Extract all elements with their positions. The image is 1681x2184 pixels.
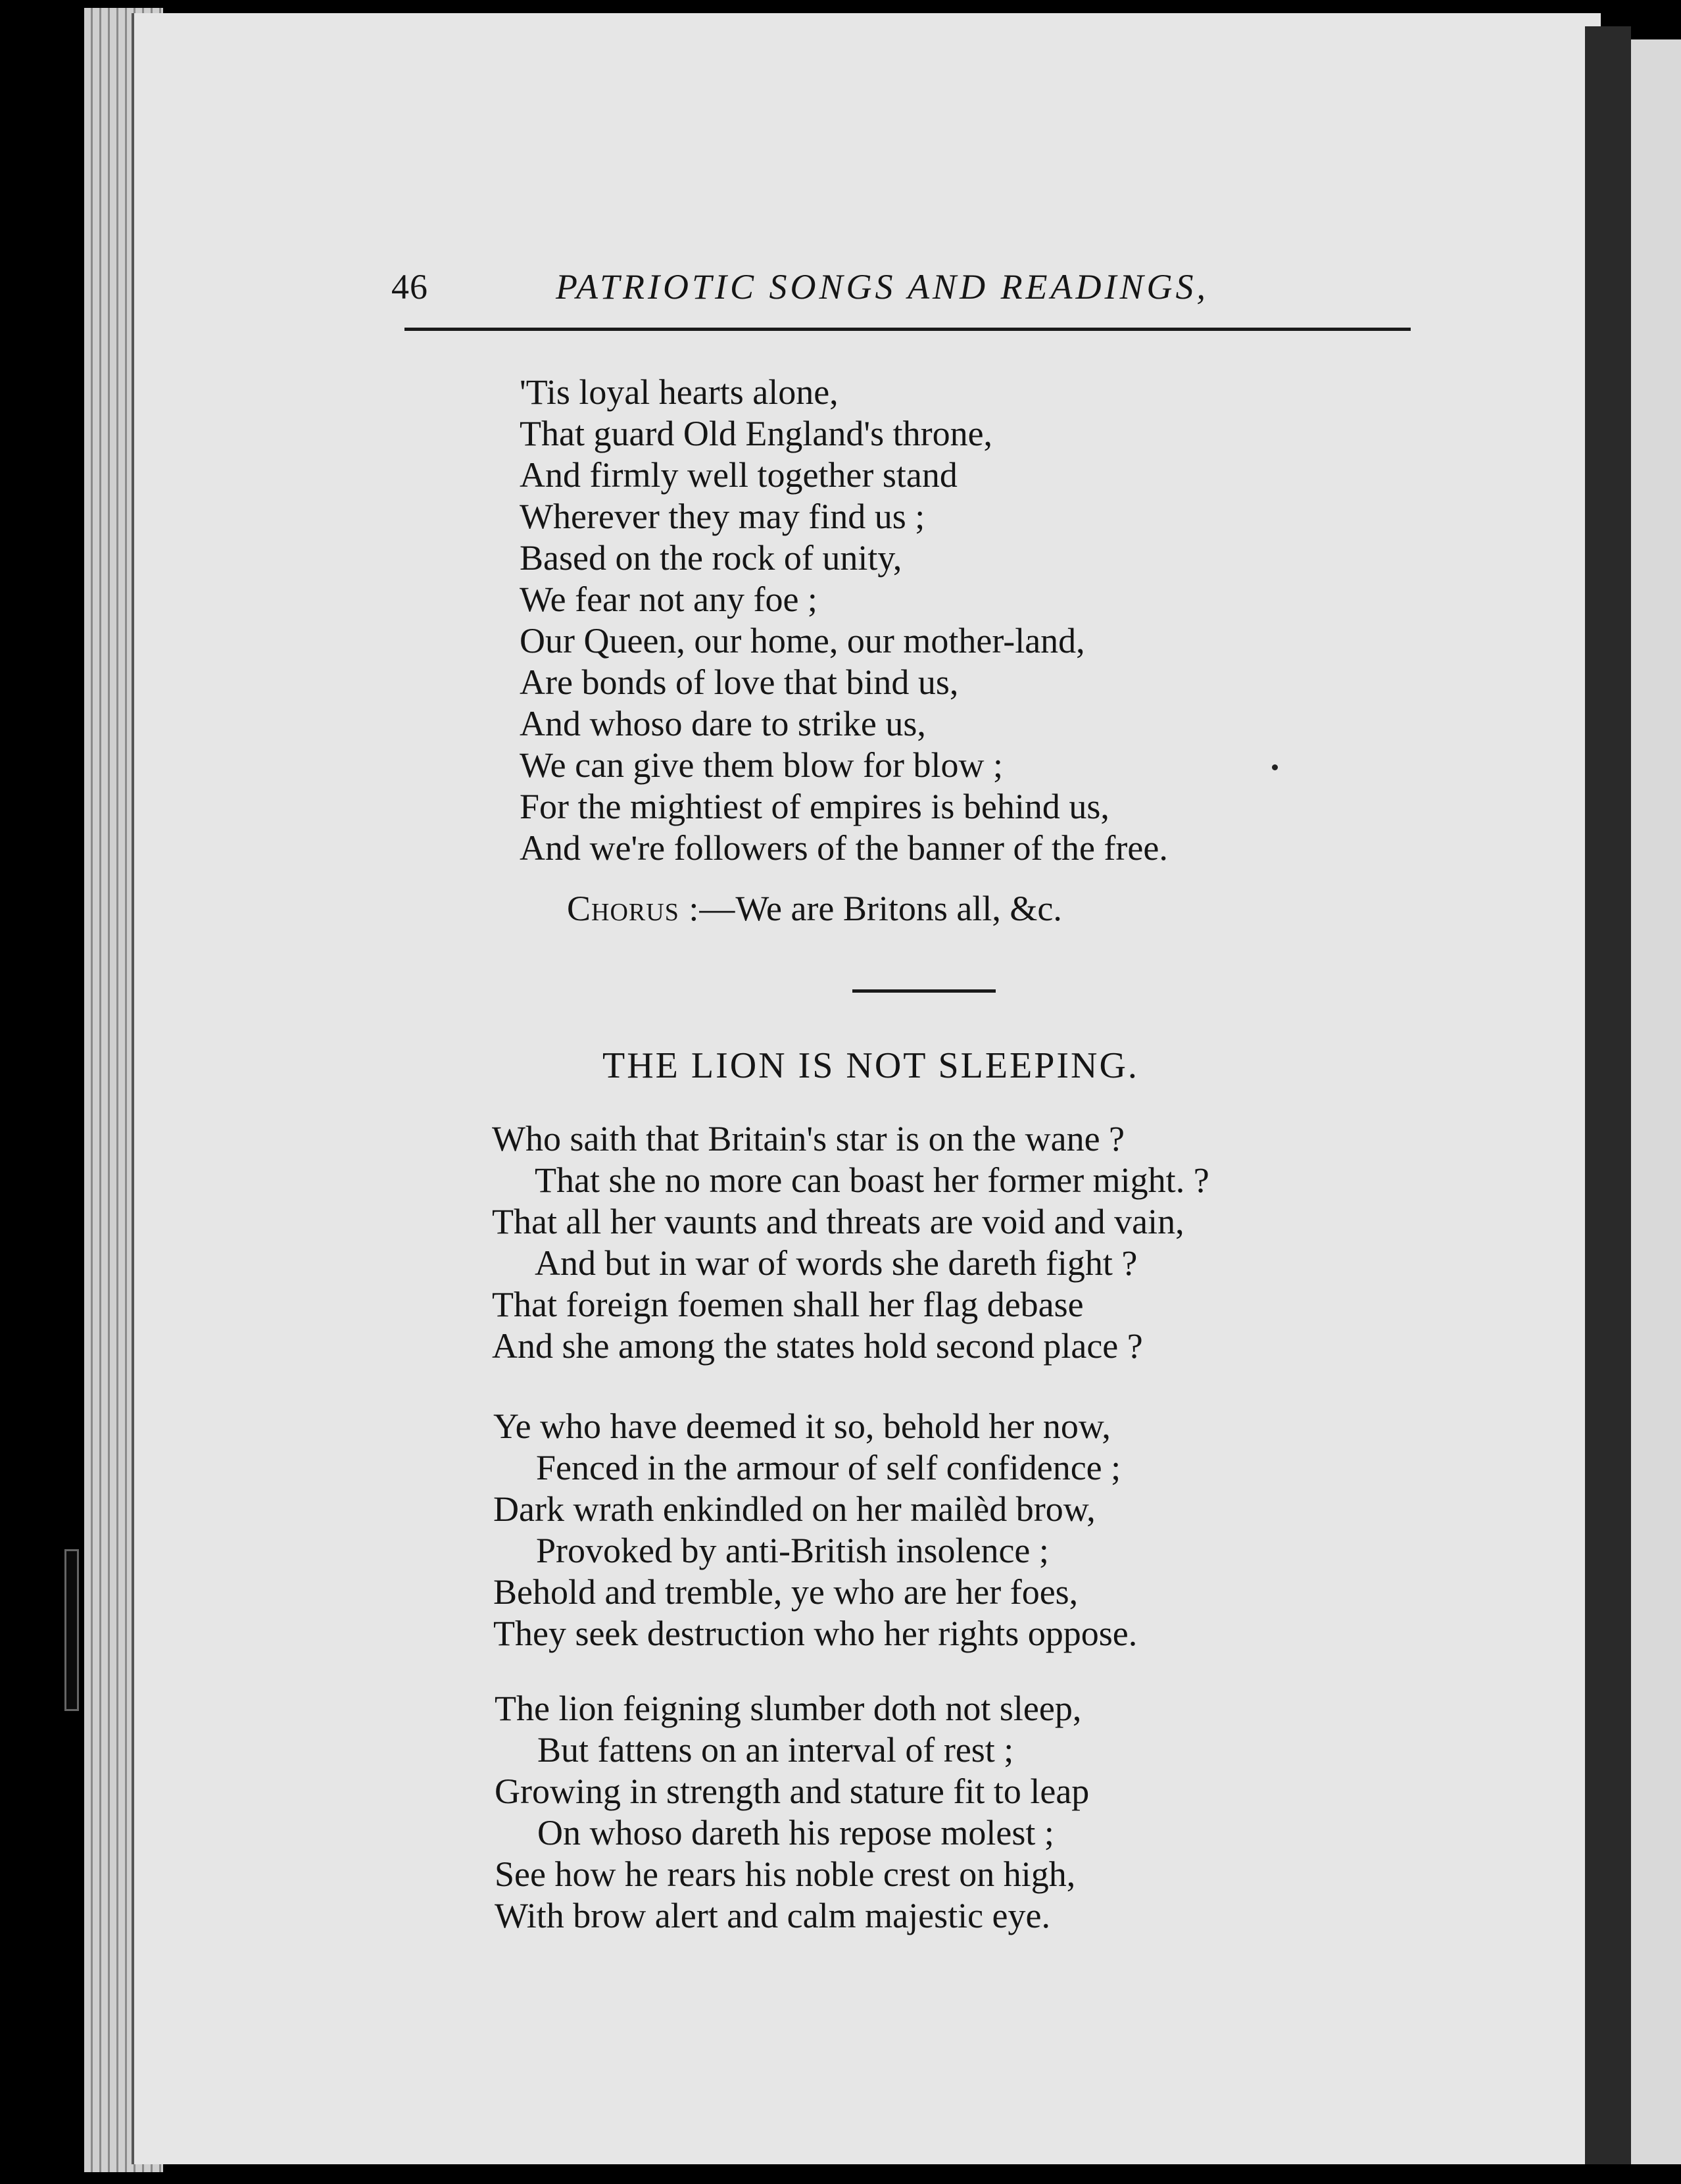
header-rule [404,328,1411,331]
stanza-2 [492,1118,1209,1367]
verse-line: Our Queen, our home, our mother-land, [520,621,1085,660]
verse-line: For the mightiest of empires is behind us, [520,787,1109,826]
verse-line: They seek destruction who her rights oppose. [493,1614,1138,1653]
verse-line: And firmly well together stand [520,455,958,495]
chorus-label: Chorus :— [567,889,736,928]
book-gutter [1585,26,1631,2164]
verse-line: We fear not any foe ; [520,580,817,619]
verse-line: 'Tis loyal hearts alone, [520,372,839,412]
verse-line: That she no more can boast her former might. ? [535,1160,1209,1200]
ink-speck [1272,764,1278,770]
verse-line: That foreign foemen shall her flag debase [492,1285,1084,1324]
section-divider [852,989,996,993]
stanza-1 [520,372,1168,869]
chorus [567,888,1062,930]
verse-line: Behold and tremble, ye who are her foes, [493,1572,1079,1612]
verse-line: Are bonds of love that bind us, [520,662,959,702]
verse-line: Who saith that Britain's star is on the wane ? [492,1119,1125,1158]
verse-line: And but in war of words she dareth fight ? [535,1243,1138,1283]
verse-line: Based on the rock of unity, [520,538,902,578]
verse-line: With brow alert and calm majestic eye. [495,1896,1050,1935]
verse-line: The lion feigning slumber doth not sleep, [495,1689,1082,1728]
verse-line: Fenced in the armour of self confidence ; [536,1448,1121,1487]
page-number: 46 [391,267,428,307]
binding-clip [64,1549,79,1711]
verse-line: Dark wrath enkindled on her mailèd brow, [493,1489,1096,1529]
verse-line: Wherever they may find us ; [520,497,925,536]
verse-line: That all her vaunts and threats are void and vain, [492,1202,1184,1241]
verse-line: And we're followers of the banner of the free. [520,828,1168,868]
verse-line: And whoso dare to strike us, [520,704,926,743]
stanza-4 [495,1688,1089,1937]
verse-line: That guard Old England's throne, [520,414,993,453]
verse-line: Provoked by anti-British insolence ; [536,1531,1049,1570]
verse-line: We can give them blow for blow ; [520,745,1003,785]
verse-line: See how he rears his noble crest on high, [495,1854,1076,1894]
verse-line: And she among the states hold second place ? [492,1326,1143,1366]
running-title: PATRIOTIC SONGS AND READINGS, [556,267,1209,307]
poem-title: THE LION IS NOT SLEEPING. [602,1045,1139,1086]
verse-line: Ye who have deemed it so, behold her now, [493,1406,1111,1446]
verse-line: But fattens on an interval of rest ; [537,1730,1014,1770]
facing-page-edge [1631,39,1681,2164]
verse-line: Growing in strength and stature fit to leap [495,1772,1090,1811]
stanza-3 [493,1406,1137,1654]
verse-line: On whoso dareth his repose molest ; [537,1813,1054,1852]
chorus-text: We are Britons all, &c. [735,889,1062,928]
running-header [391,266,1411,326]
